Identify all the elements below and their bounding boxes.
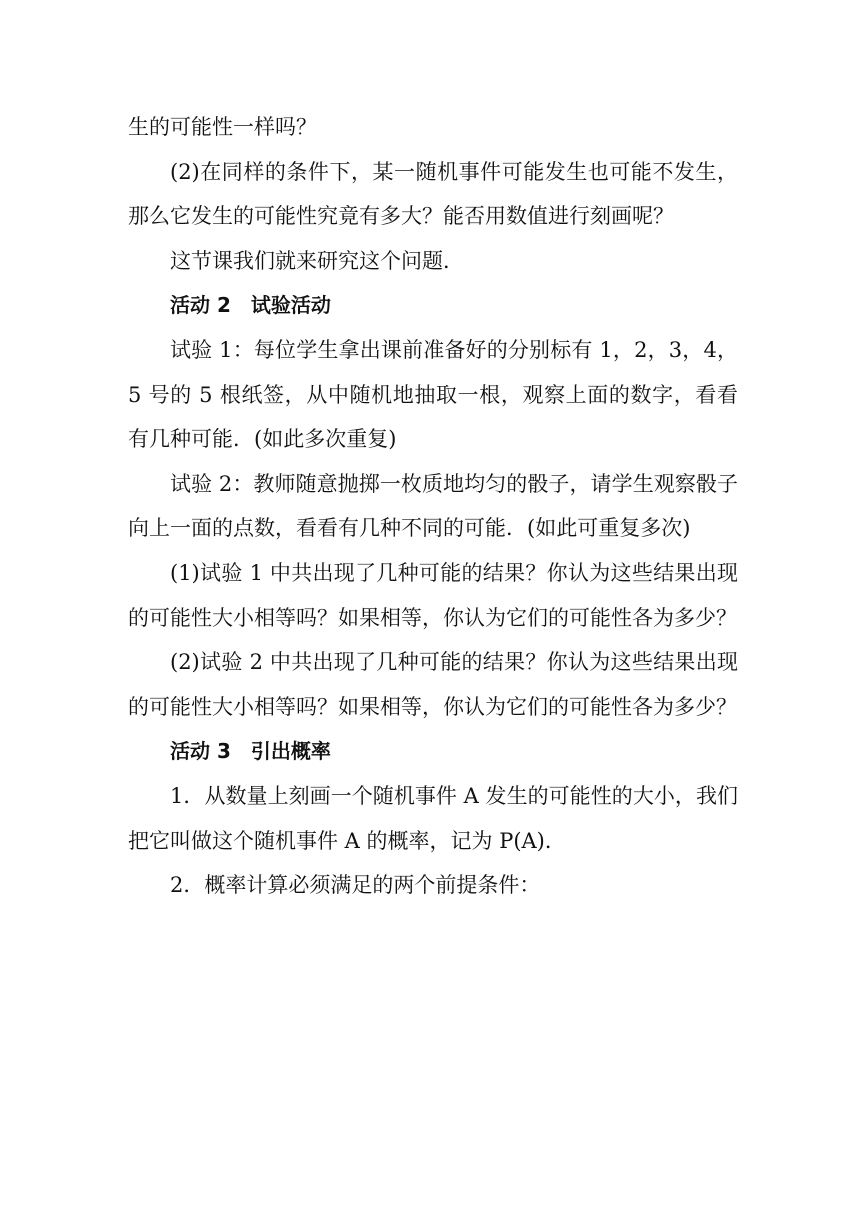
paragraph-continuation: 生的可能性一样吗？	[128, 115, 317, 139]
paragraph-question-exp-2: (2)试验 2 中共出现了几种可能的结果？你认为这些结果出现的可能性大小相等吗？如果相等，你认为它们的可能性各为多少？	[128, 650, 738, 719]
heading-activity-3: 活动 3 引出概率	[170, 739, 331, 764]
paragraph-intro: 这节课我们就来研究这个问题．	[170, 248, 464, 273]
heading-activity-2: 活动 2 试验活动	[170, 293, 331, 318]
paragraph-experiment-2: 试验 2：教师随意抛掷一枚质地均匀的骰子，请学生观察骰子向上一面的点数，看看有几种不同的可能．(如此可重复多次)	[128, 471, 738, 541]
paragraph-probability-definition: 1．从数量上刻画一个随机事件 A 发生的可能性的大小，我们把它叫做这个随机事件 A 的概率，记为 P(A)．	[128, 783, 738, 853]
paragraph-probability-conditions: 2．概率计算必须满足的两个前提条件：	[170, 873, 541, 898]
document-page	[128, 105, 738, 908]
paragraph-experiment-1: 试验 1：每位学生拿出课前准备好的分别标有 1，2，3，4，5 号的 5 根纸签，从中随机地抽取一根，观察上面的数字，看看有几种可能．(如此多次重复)	[128, 337, 738, 452]
paragraph-question-2: (2)在同样的条件下，某一随机事件可能发生也可能不发生，那么它发生的可能性究竟有多大？能否用数值进行刻画呢？	[128, 159, 738, 229]
paragraph-question-exp-1: (1)试验 1 中共出现了几种可能的结果？你认为这些结果出现的可能性大小相等吗？如果相等，你认为它们的可能性各为多少？	[128, 560, 738, 630]
